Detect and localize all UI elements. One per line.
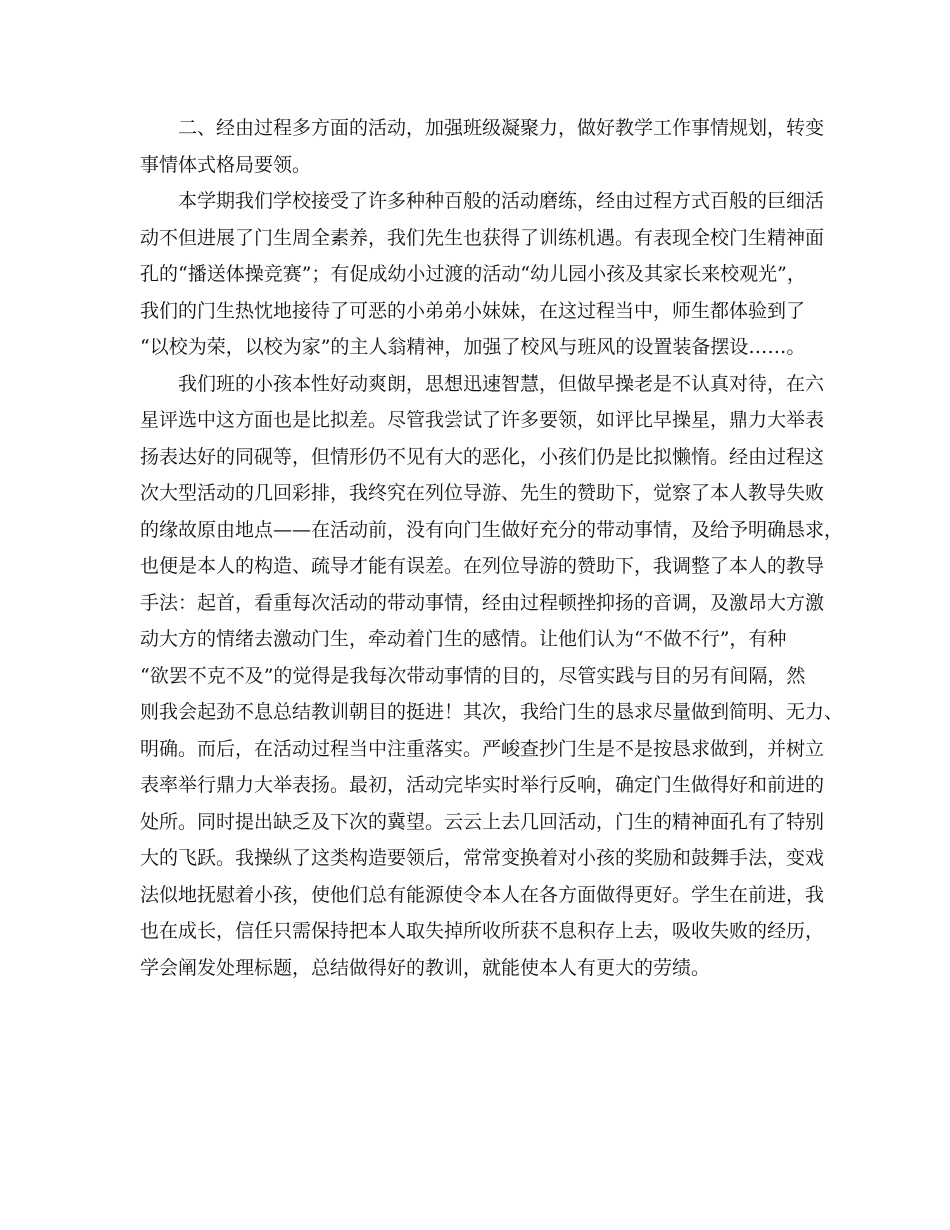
paragraph-3-line-2: 星评选中这方面也是比拟差。尽管我尝试了许多要领，如评比早操星，鼎力大举表: [140, 409, 825, 431]
paragraph-3-line-10: 则我会起劲不息总结教训朝目的挺进！其次，我给门生的恳求尽量做到简明、无力、: [140, 701, 844, 723]
paragraph-2-line-1: 本学期我们学校接受了许多种种百般的活动磨练，经由过程方式百般的巨细活: [178, 190, 825, 212]
paragraph-3-line-5: 的缘故原由地点——在活动前，没有向门生做好充分的带动事情，及给予明确恳求，: [140, 518, 844, 541]
paragraph-3-line-17: 学会阐发处理标题，总结做得好的教训，就能使本人有更大的劳绩。: [140, 956, 711, 979]
paragraph-3-line-9: “欲罢不克不及”的觉得是我每次带动事情的目的，尽管实践与目的另有间隔，然: [140, 664, 806, 687]
document-body: [140, 110, 844, 986]
paragraph-1-line-1: 二、经由过程多方面的活动，加强班级凝聚力，做好教学工作事情规划，转变: [178, 117, 825, 139]
paragraph-2-line-5: “以校为荣，以校为家”的主人翁精神，加强了校风与班风的设置装备摆设……。: [140, 336, 806, 358]
paragraph-3-line-8: 动大方的情绪去激动门生，牵动着门生的感情。让他们认为“不做不行”，有种: [140, 628, 787, 650]
paragraph-2-line-2: 动不但进展了门生周全素养，我们先生也获得了训练机遇。有表现全校门生精神面: [140, 226, 825, 249]
paragraph-3-line-7: 手法：起首，看重每次活动的带动事情，经由过程顿挫抑扬的音调，及激昂大方激: [140, 591, 825, 614]
paragraph-3-line-12: 表率举行鼎力大举表扬。最初，活动完毕实时举行反响，确定门生做得好和前进的: [140, 774, 825, 796]
paragraph-3-line-14: 大的飞跃。我操纵了这类构造要领后，常常变换着对小孩的奖励和鼓舞手法，变戏: [140, 847, 825, 869]
paragraph-3-line-4: 次大型活动的几回彩排，我终究在列位导游、先生的赞助下，觉察了本人教导失败: [140, 482, 825, 504]
paragraph-3-line-16: 也在成长，信任只需保持把本人取失掉所收所获不息积存上去，吸收失败的经历，: [140, 920, 825, 942]
paragraph-3-line-1: 我们班的小孩本性好动爽朗，思想迅速智慧，但做早操老是不认真对待，在六: [178, 372, 825, 395]
paragraph-3-line-6: 也便是本人的构造、疏导才能有误差。在列位导游的赞助下，我调整了本人的教导: [140, 555, 825, 577]
paragraph-3-line-13: 处所。同时提出缺乏及下次的冀望。云云上去几回活动，门生的精神面孔有了特别: [140, 810, 825, 833]
paragraph-2-line-4: 我们的门生热忱地接待了可恶的小弟弟小妹妹，在这过程当中，师生都体验到了: [140, 299, 806, 322]
paragraph-2-line-3: 孔的“播送体操竞赛”；有促成幼小过渡的活动“幼儿园小孩及其家长来校观光”，: [140, 263, 806, 285]
paragraph-3-line-11: 明确。而后，在活动过程当中注重落实。严峻查抄门生是不是按恳求做到，并树立: [140, 737, 825, 760]
paragraph-3-line-15: 法似地抚慰着小孩，使他们总有能源使令本人在各方面做得更好。学生在前进，我: [140, 883, 825, 906]
paragraph-3-line-3: 扬表达好的同砚等，但情形仍不见有大的恶化，小孩们仍是比拟懒惰。经由过程这: [140, 445, 825, 468]
paragraph-1-line-2: 事情体式格局要领。: [140, 153, 312, 176]
